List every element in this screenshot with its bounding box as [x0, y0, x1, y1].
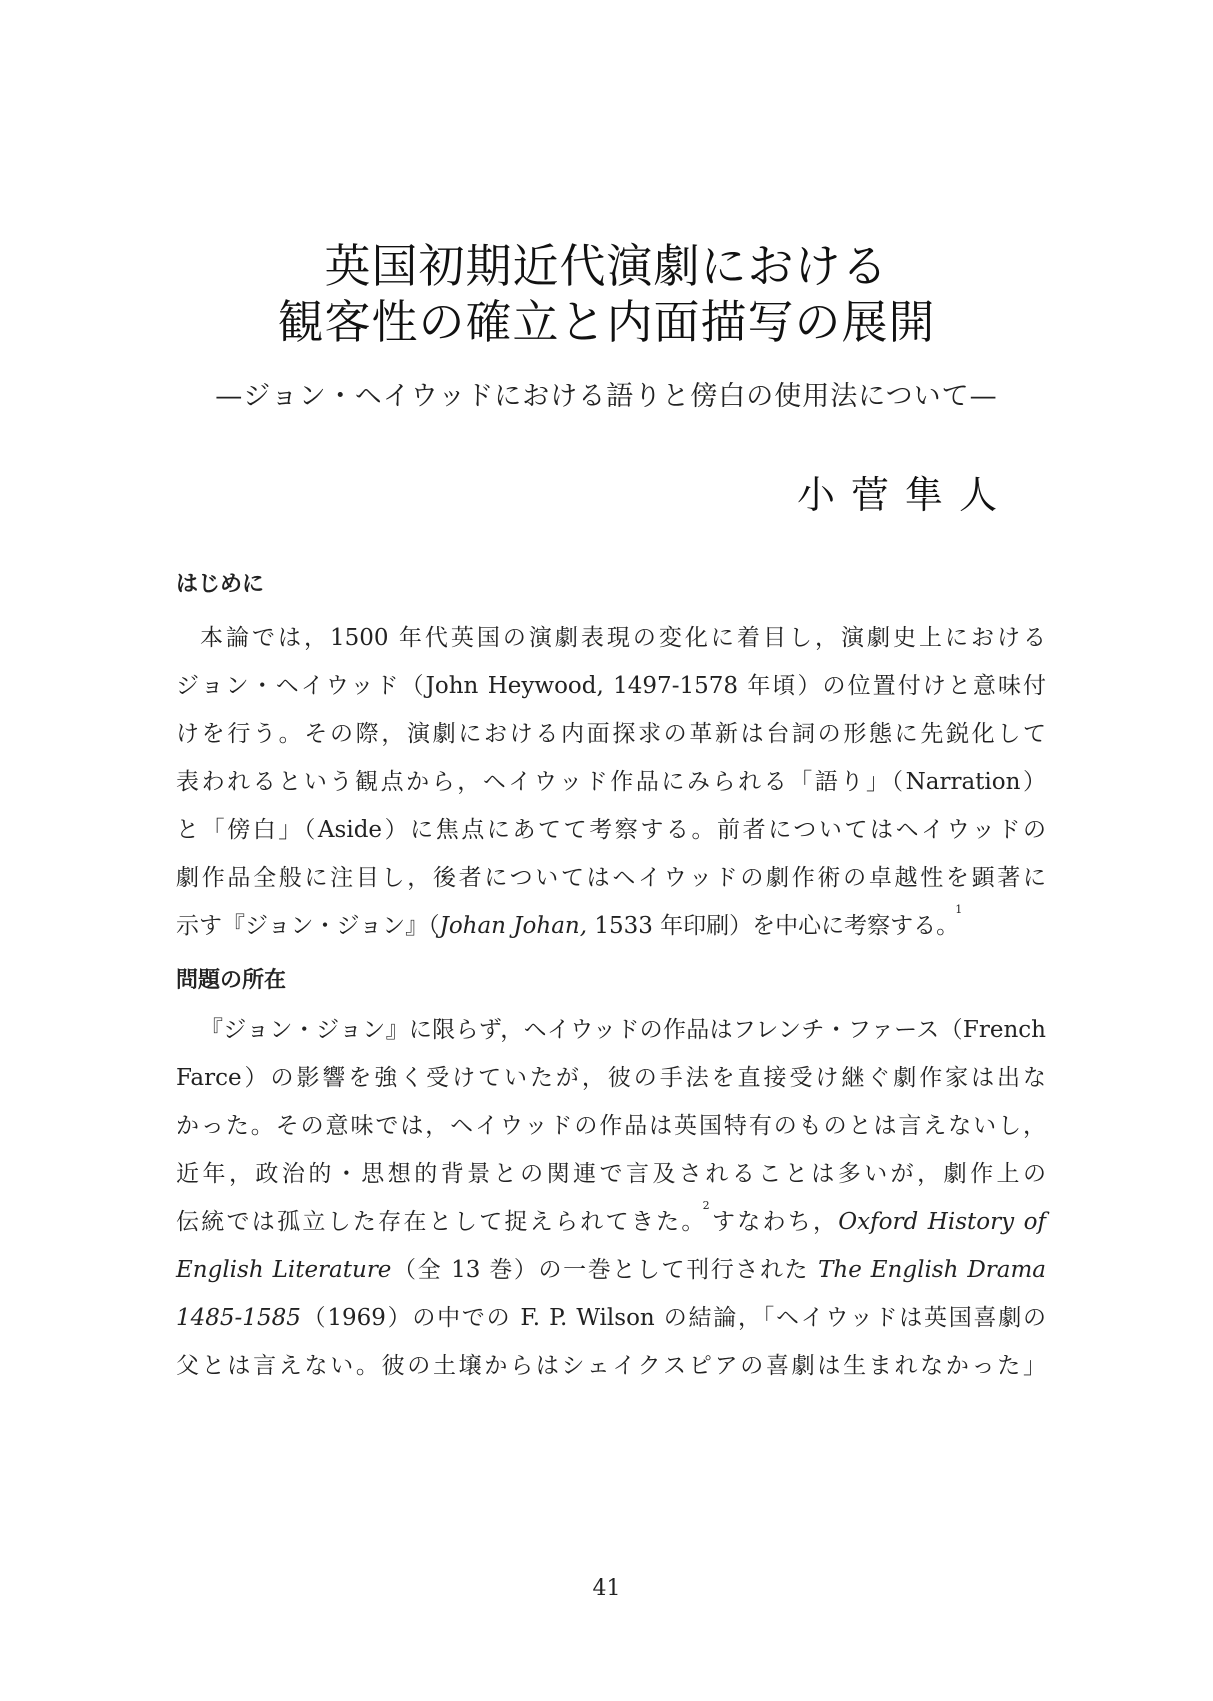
paragraph-line: [176, 1246, 1046, 1294]
title-line-2: 観客性の確立と内面描写の展開: [277, 295, 936, 349]
italic-date-range: 1485-1585: [176, 1305, 301, 1331]
section-heading-problem: 問題の所在: [176, 968, 287, 993]
paragraph-line: 劇作品全般に注目し，後者についてはヘイウッドの劇作術の卓越性を顕著に: [176, 865, 1046, 891]
paragraph-line: 本論では，1500 年代英国の演劇表現の変化に着目し，演劇史上における: [200, 625, 1046, 651]
paragraph-line: [176, 1294, 1046, 1342]
paragraph-line: [176, 902, 1046, 950]
paragraph-line: ジョン・ヘイウッド（John Heywood, 1497-1578 年頃）の位置付けと意味付: [176, 673, 1046, 699]
italic-title-english-literature: English Literature: [176, 1257, 392, 1283]
paragraph-line: 『ジョン・ジョン』に限らず，ヘイウッドの作品はフレンチ・ファース（French: [200, 1017, 1046, 1043]
text-run: （全 13 巻）の一巻として刊行された: [391, 1257, 819, 1283]
paragraph-line: 近年，政治的・思想的背景との関連で言及されることは多いが，劇作上の: [176, 1161, 1046, 1187]
paragraph-line: かった。その意味では，ヘイウッドの作品は英国特有のものとは言えないし，: [176, 1113, 1046, 1139]
paper-title: [0, 238, 1213, 350]
italic-title-oxford-history: Oxford History of: [838, 1209, 1047, 1235]
paragraph-line: けを行う。その際，演劇における内面探求の革新は台詞の形態に先鋭化して: [176, 721, 1047, 747]
paper-subtitle: —ジョン・ヘイウッドにおける語りと傍白の使用法について—: [215, 381, 998, 412]
paragraph-line: [176, 1198, 1046, 1246]
text-run: （1969）の中での F. P. Wilson の結論，「ヘイウッドは英国喜劇の: [300, 1305, 1046, 1331]
section-heading-introduction: はじめに: [176, 572, 265, 597]
paragraph-line: と「傍白」（Aside）に焦点にあてて考察する。前者についてはヘイウッドの: [176, 817, 1046, 843]
italic-title-johan-johan: Johan Johan,: [439, 913, 588, 939]
paragraph-line: 表われるという観点から，ヘイウッド作品にみられる「語り」（Narration）: [176, 769, 1046, 795]
italic-title-english-drama: The English Drama: [818, 1257, 1046, 1283]
paragraph-line: 父とは言えない。彼の土壌からはシェイクスピアの喜劇は生まれなかった」: [176, 1353, 1046, 1379]
text-run: すなわち，: [709, 1209, 839, 1235]
text-run: 伝統では孤立した存在として捉えられてきた。: [176, 1209, 707, 1235]
page-number: 41: [592, 1576, 621, 1601]
text-run: 1533 年印刷）を中心に考察する。: [587, 913, 960, 939]
paragraph-line: Farce）の影響を強く受けていたが，彼の手法を直接受け継ぐ劇作家は出な: [176, 1065, 1046, 1091]
problem-paragraph: [176, 1006, 1046, 1390]
introduction-paragraph: [176, 614, 1046, 950]
text-run: 示す『ジョン・ジョン』（: [176, 913, 440, 939]
footnote-marker-2[interactable]: 2: [702, 1199, 710, 1212]
footnote-marker-1[interactable]: 1: [955, 903, 963, 916]
author-name: 小菅隼人: [796, 473, 1013, 517]
title-line-1: 英国初期近代演劇における: [324, 239, 889, 293]
